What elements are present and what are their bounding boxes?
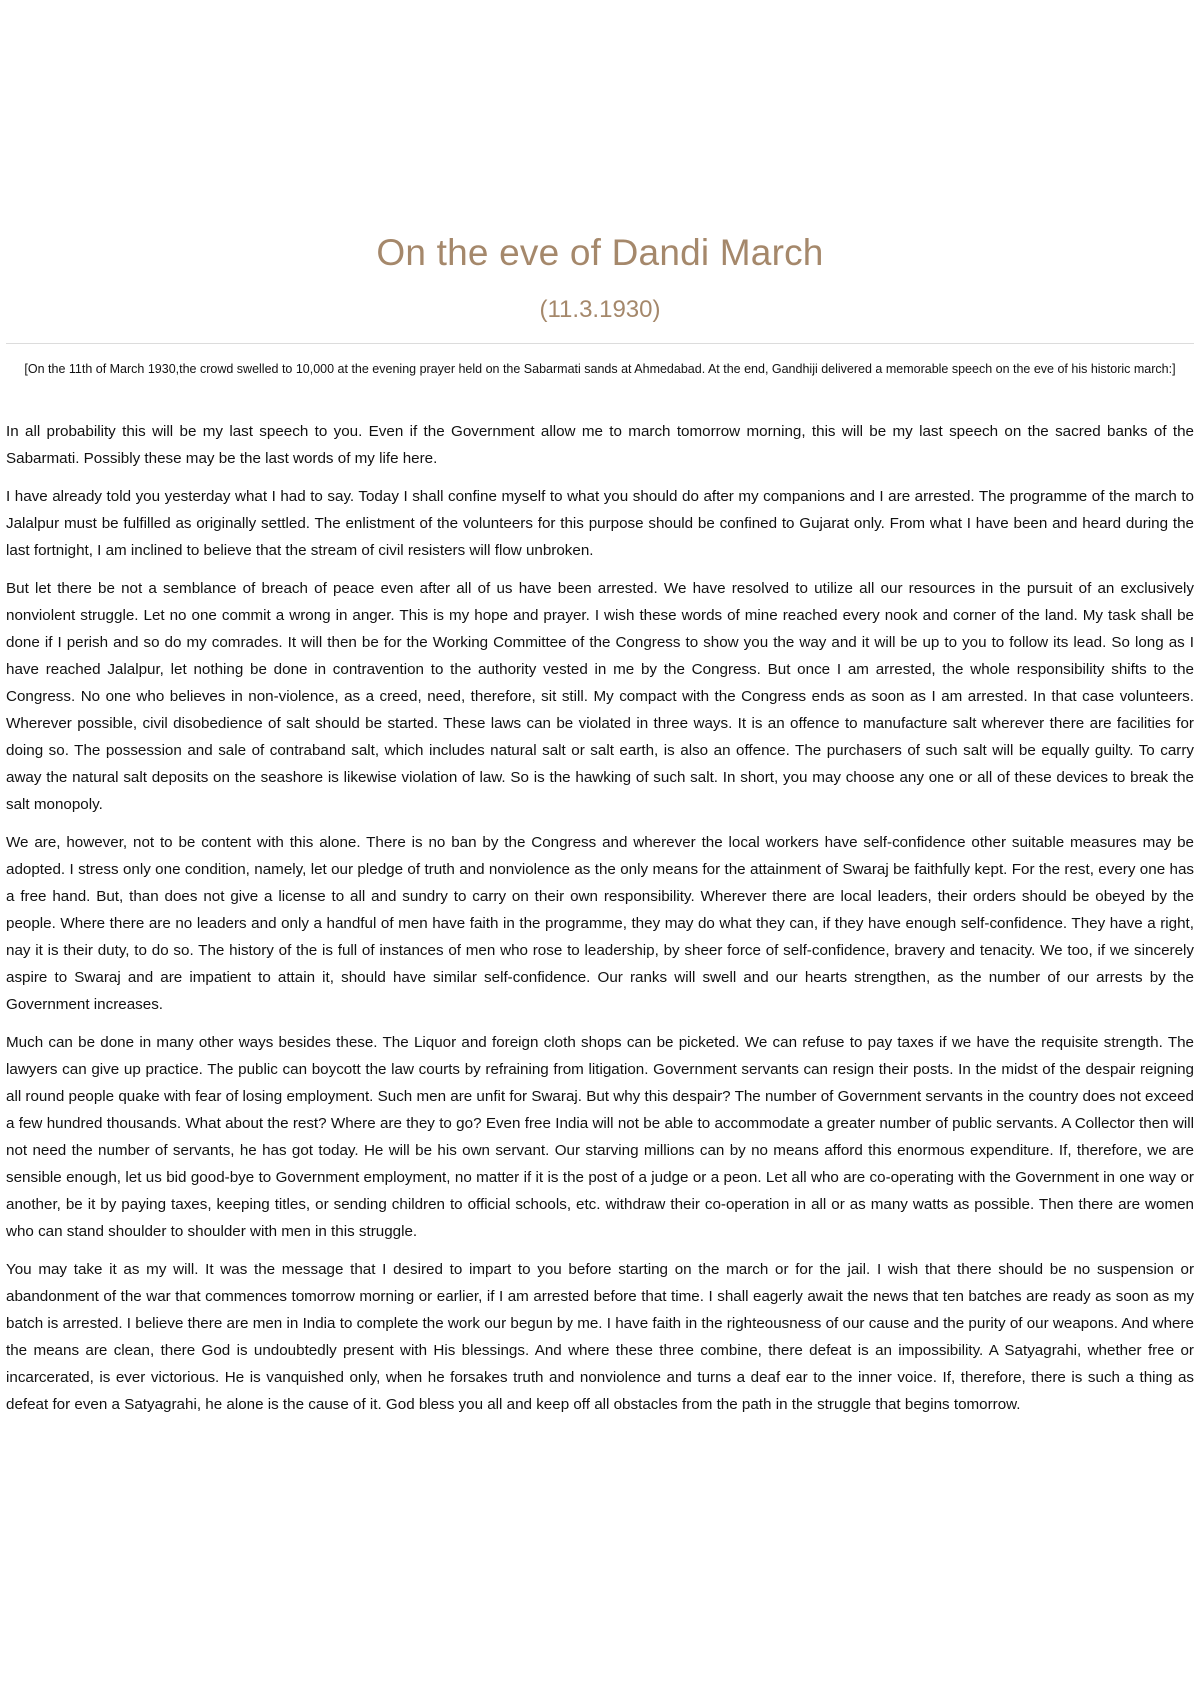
- intro-note: [On the 11th of March 1930,the crowd swelled to 10,000 at the evening prayer held on the Sabarmati sands at Ahmedabad. At the end, Gandhiji delivered a memorable speech on the eve of his historic march:]: [24, 362, 1176, 376]
- speech-date: (11.3.1930): [539, 296, 661, 323]
- paragraph-2: I have already told you yesterday what I had to say. Today I shall confine myself to what you should do after my companions and I are arrested. The programme of the march to Jalalpur must be fulfilled as originally settled. The enlistment of the volunteers for this purpose should be confined to Gujarat only. From what I have been and heard during the last fortnight, I am inclined to believe that the stream of civil resisters will flow unbroken.: [6, 488, 1194, 559]
- paragraph-1: In all probability this will be my last speech to you. Even if the Government allow me to march tomorrow morning, this will be my last speech on the sacred banks of the Sabarmati. Possibly these may be the last words of my life here.: [6, 423, 1194, 467]
- paragraph-3: But let there be not a semblance of breach of peace even after all of us have been arrested. We have resolved to utilize all our resources in the pursuit of an exclusively nonviolent struggle. Let no one commit a wrong in anger. This is my hope and prayer. I wish these words of mine reached every nook and corner of the land. My task shall be done if I perish and so do my comrades. It will then be for the Working Committee of the Congress to show you the way and it will be up to you to follow its lead. So long as I have reached Jalalpur, let nothing be done in contravention to the authority vested in me by the Congress. But once I am arrested, the whole responsibility shifts to the Congress. No one who believes in non-violence, as a creed, need, therefore, sit still. My compact with the Congress ends as soon as I am arrested. In that case volunteers. Wherever possible, civil disobedience of salt should be started. These laws can be violated in three ways. It is an offence to manufacture salt wherever there are facilities for doing so. The possession and sale of contraband salt, which includes natural salt or salt earth, is also an offence. The purchasers of such salt will be equally guilty. To carry away the natural salt deposits on the seashore is likewise violation of law. So is the hawking of such salt. In short, you may choose any one or all of these devices to break the salt monopoly.: [6, 580, 1194, 813]
- speech-body: [6, 418, 1194, 1429]
- paragraph-4: We are, however, not to be content with this alone. There is no ban by the Congress and wherever the local workers have self-confidence other suitable measures may be adopted. I stress only one condition, namely, let our pledge of truth and nonviolence as the only means for the attainment of Swaraj be faithfully kept. For the rest, every one has a free hand. But, than does not give a license to all and sundry to carry on their own responsibility. Wherever there are local leaders, their orders should be obeyed by the people. Where there are no leaders and only a handful of men have faith in the programme, they may do what they can, if they have enough self-confidence. They have a right, nay it is their duty, to do so. The history of the is full of instances of men who rose to leadership, by sheer force of self-confidence, bravery and tenacity. We too, if we sincerely aspire to Swaraj and are impatient to attain it, should have similar self-confidence. Our ranks will swell and our hearts strengthen, as the number of our arrests by the Government increases.: [6, 834, 1194, 1013]
- title-divider: [6, 343, 1194, 344]
- paragraph-6: You may take it as my will. It was the message that I desired to impart to you before starting on the march or for the jail. I wish that there should be no suspension or abandonment of the war that commences tomorrow morning or earlier, if I am arrested before that time. I shall eagerly await the news that ten batches are ready as soon as my batch is arrested. I believe there are men in India to complete the work our begun by me. I have faith in the righteousness of our cause and the purity of our weapons. And where the means are clean, there God is undoubtedly present with His blessings. And where these three combine, there defeat is an impossibility. A Satyagrahi, whether free or incarcerated, is ever victorious. He is vanquished only, when he forsakes truth and nonviolence and turns a deaf ear to the inner voice. If, therefore, there is such a thing as defeat for even a Satyagrahi, he alone is the cause of it. God bless you all and keep off all obstacles from the path in the struggle that begins tomorrow.: [6, 1261, 1194, 1413]
- paragraph-5: Much can be done in many other ways besides these. The Liquor and foreign cloth shops can be picketed. We can refuse to pay taxes if we have the requisite strength. The lawyers can give up practice. The public can boycott the law courts by refraining from litigation. Government servants can resign their posts. In the midst of the despair reigning all round people quake with fear of losing employment. Such men are unfit for Swaraj. But why this despair? The number of Government servants in the country does not exceed a few hundred thousands. What about the rest? Where are they to go? Even free India will not be able to accommodate a greater number of public servants. A Collector then will not need the number of servants, he has got today. He will be his own servant. Our starving millions can by no means afford this enormous expenditure. If, therefore, we are sensible enough, let us bid good-bye to Government employment, no matter if it is the post of a judge or a peon. Let all who are co-operating with the Government in one way or another, be it by paying taxes, keeping titles, or sending children to official schools, etc. withdraw their co-operation in all or as many watts as possible. Then there are women who can stand shoulder to shoulder with men in this struggle.: [6, 1034, 1194, 1240]
- page-title: On the eve of Dandi March: [376, 232, 824, 273]
